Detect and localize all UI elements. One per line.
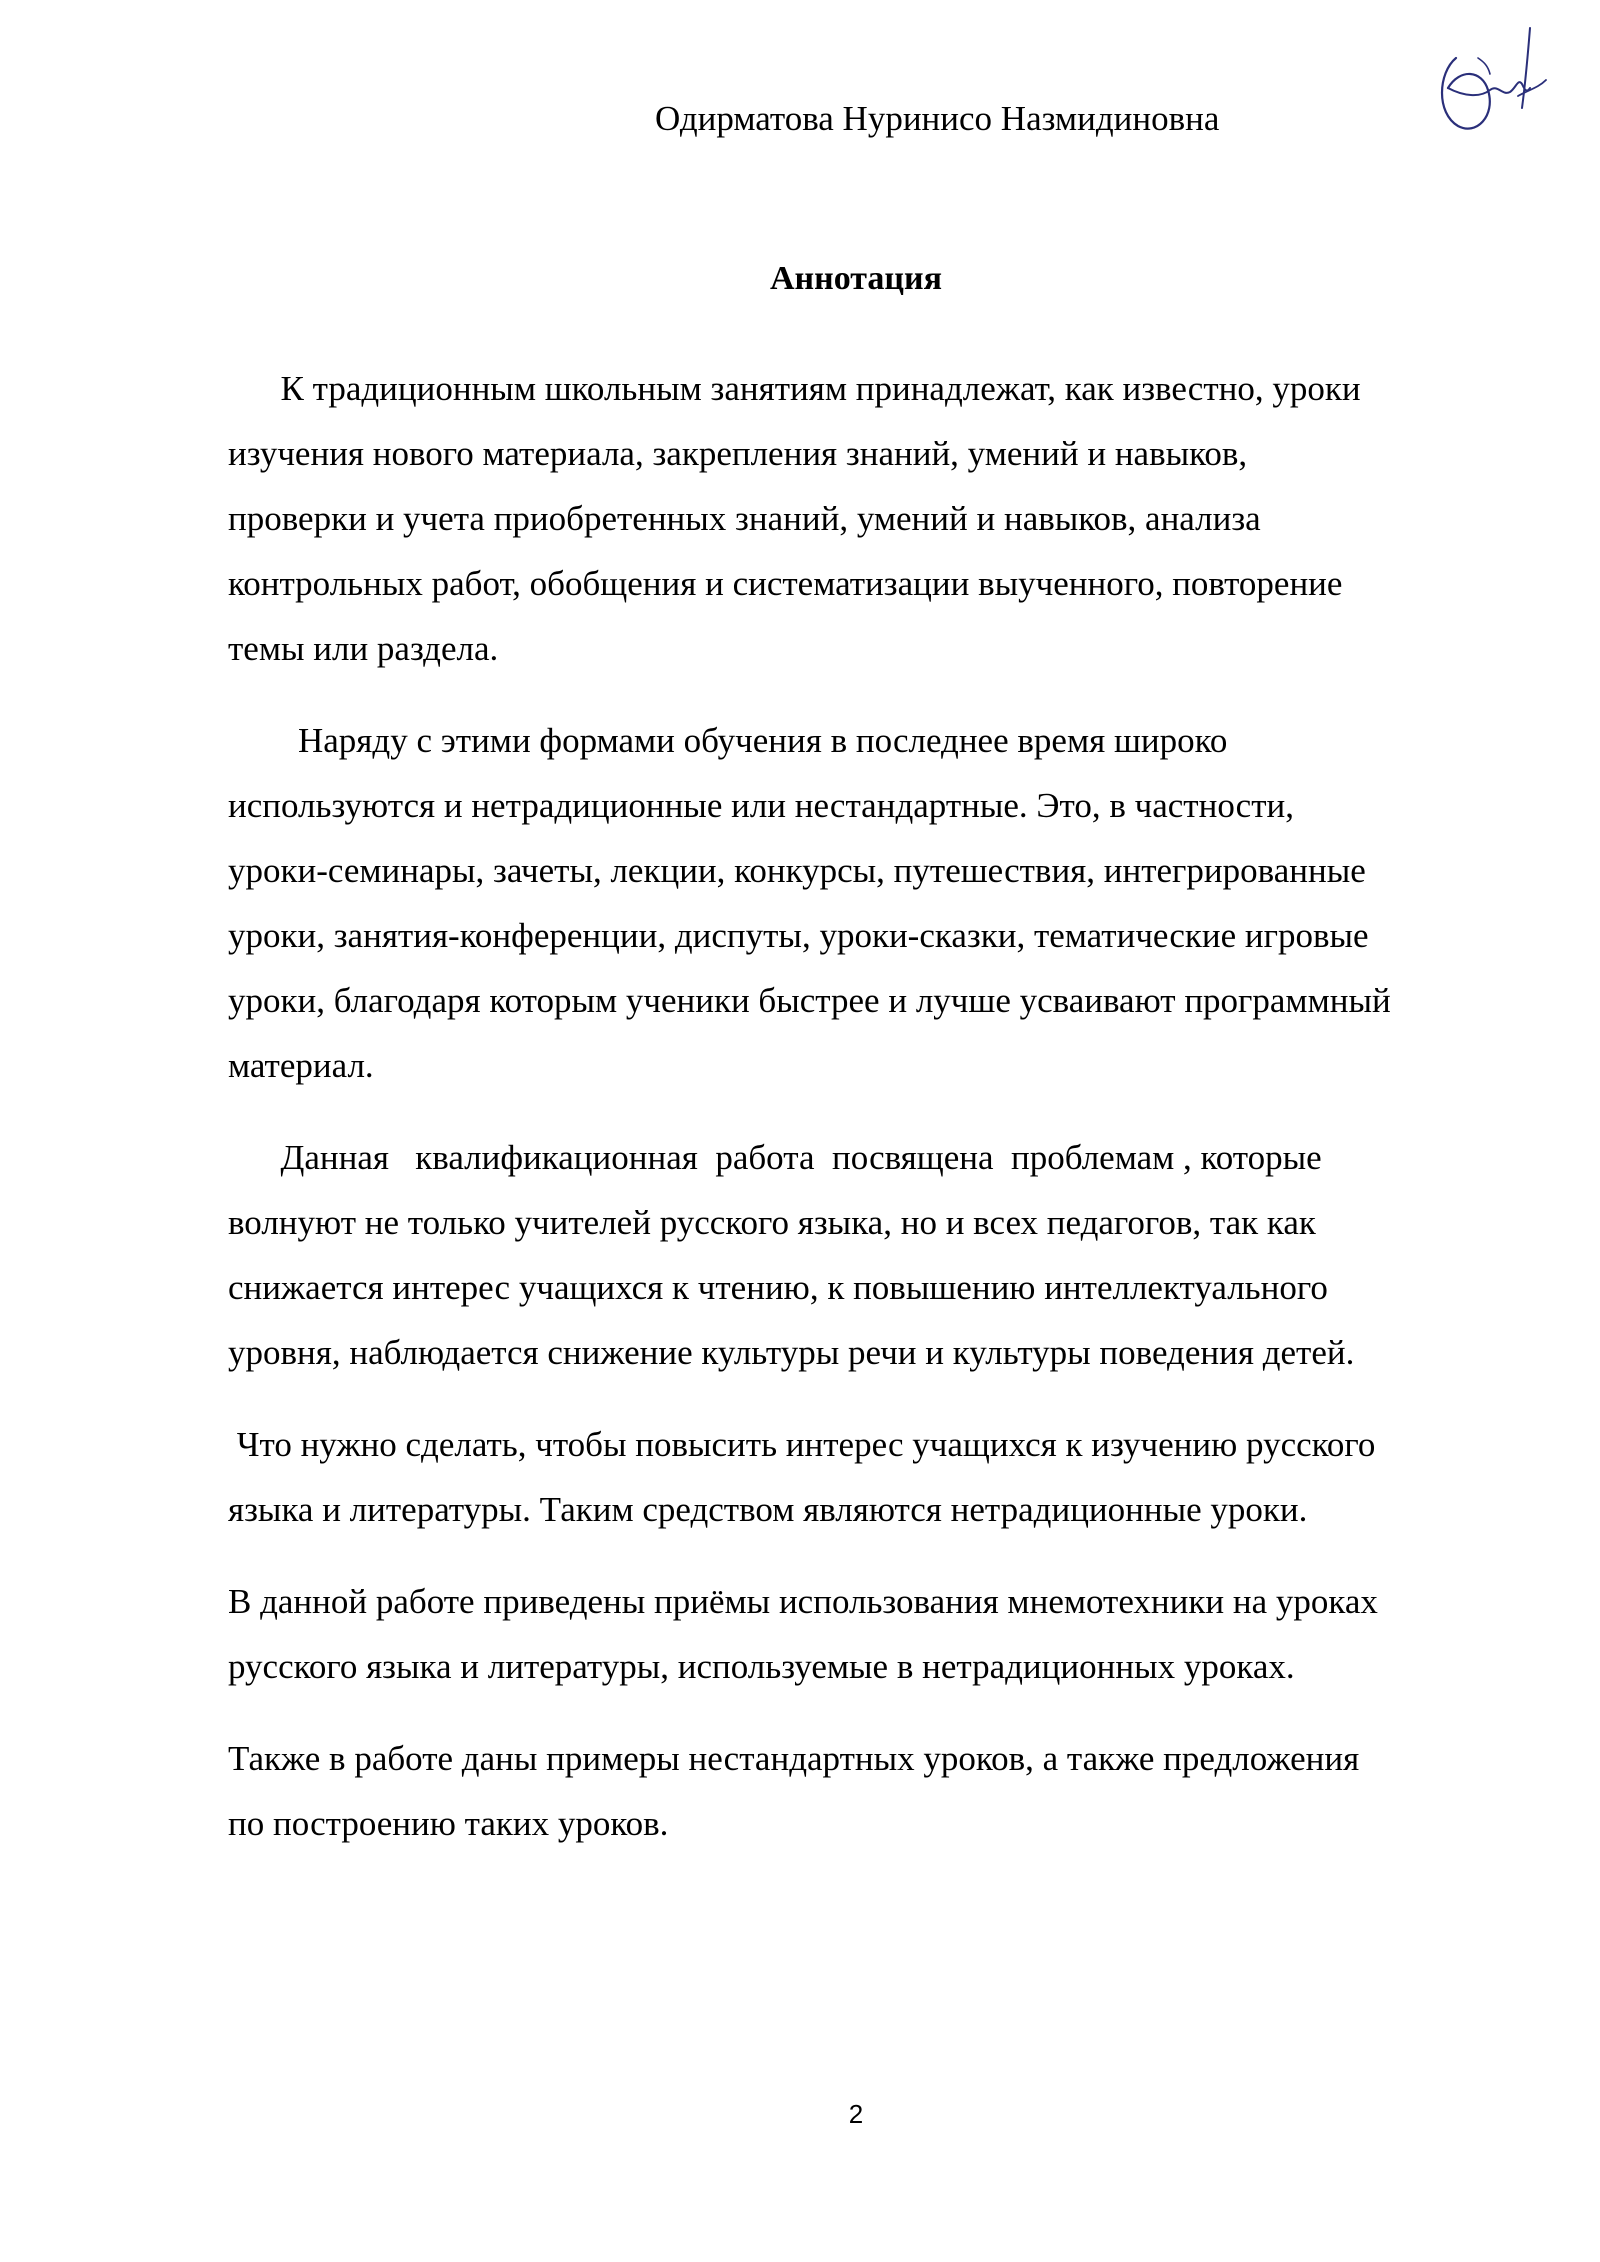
text-line: уровня, наблюдается снижение культуры речи и культуры поведения детей. — [228, 1333, 1355, 1372]
text-line: Что нужно сделать, чтобы повысить интерес учащихся к изучению русского — [228, 1425, 1376, 1464]
text-line: К традиционным школьным занятиям принадлежат, как известно, уроки — [228, 369, 1361, 408]
text-line: русского языка и литературы, используемые в нетрадиционных уроках. — [228, 1647, 1295, 1686]
text-line: материал. — [228, 1046, 374, 1085]
text-line: контрольных работ, обобщения и систематизации выученного, повторение — [228, 564, 1343, 603]
signature — [1418, 18, 1548, 146]
paragraph-2 — [228, 708, 1528, 1098]
text-line: снижается интерес учащихся к чтению, к повышению интеллектуального — [228, 1268, 1328, 1307]
author-name: Одирматова Нуринисо Назмидиновна — [655, 99, 1220, 138]
document-title: Аннотация — [770, 260, 942, 297]
text-line: Также в работе даны примеры нестандартных уроков, а также предложения — [228, 1739, 1360, 1778]
page-number: 2 — [848, 2099, 864, 2129]
text-line: используются и нетрадиционные или нестандартные. Это, в частности, — [228, 786, 1294, 825]
paragraph-1 — [228, 356, 1528, 681]
text-line: изучения нового материала, закрепления знаний, умений и навыков, — [228, 434, 1248, 473]
paragraph-5 — [228, 1569, 1528, 1699]
paragraph-6 — [228, 1726, 1528, 1856]
text-line: Наряду с этими формами обучения в последнее время широко — [228, 721, 1228, 760]
paragraph-3 — [228, 1125, 1528, 1385]
text-line: по построению таких уроков. — [228, 1804, 669, 1843]
text-line: языка и литературы. Таким средством являются нетрадиционные уроки. — [228, 1490, 1308, 1529]
text-line: проверки и учета приобретенных знаний, умений и навыков, анализа — [228, 499, 1261, 538]
document-body — [228, 356, 1528, 1883]
text-line: Данная квалификационная работа посвящена проблемам , которые — [228, 1138, 1322, 1177]
text-line: уроки-семинары, зачеты, лекции, конкурсы, путешествия, интегрированные — [228, 851, 1366, 890]
text-line: волнуют не только учителей русского языка, но и всех педагогов, так как — [228, 1203, 1316, 1242]
text-line: В данной работе приведены приёмы использования мнемотехники на уроках — [228, 1582, 1378, 1621]
text-line: темы или раздела. — [228, 629, 499, 668]
text-line: уроки, занятия-конференции, диспуты, уроки-сказки, тематические игровые — [228, 916, 1369, 955]
paragraph-4 — [228, 1412, 1528, 1542]
text-line: уроки, благодаря которым ученики быстрее и лучше усваивают программный — [228, 981, 1391, 1020]
